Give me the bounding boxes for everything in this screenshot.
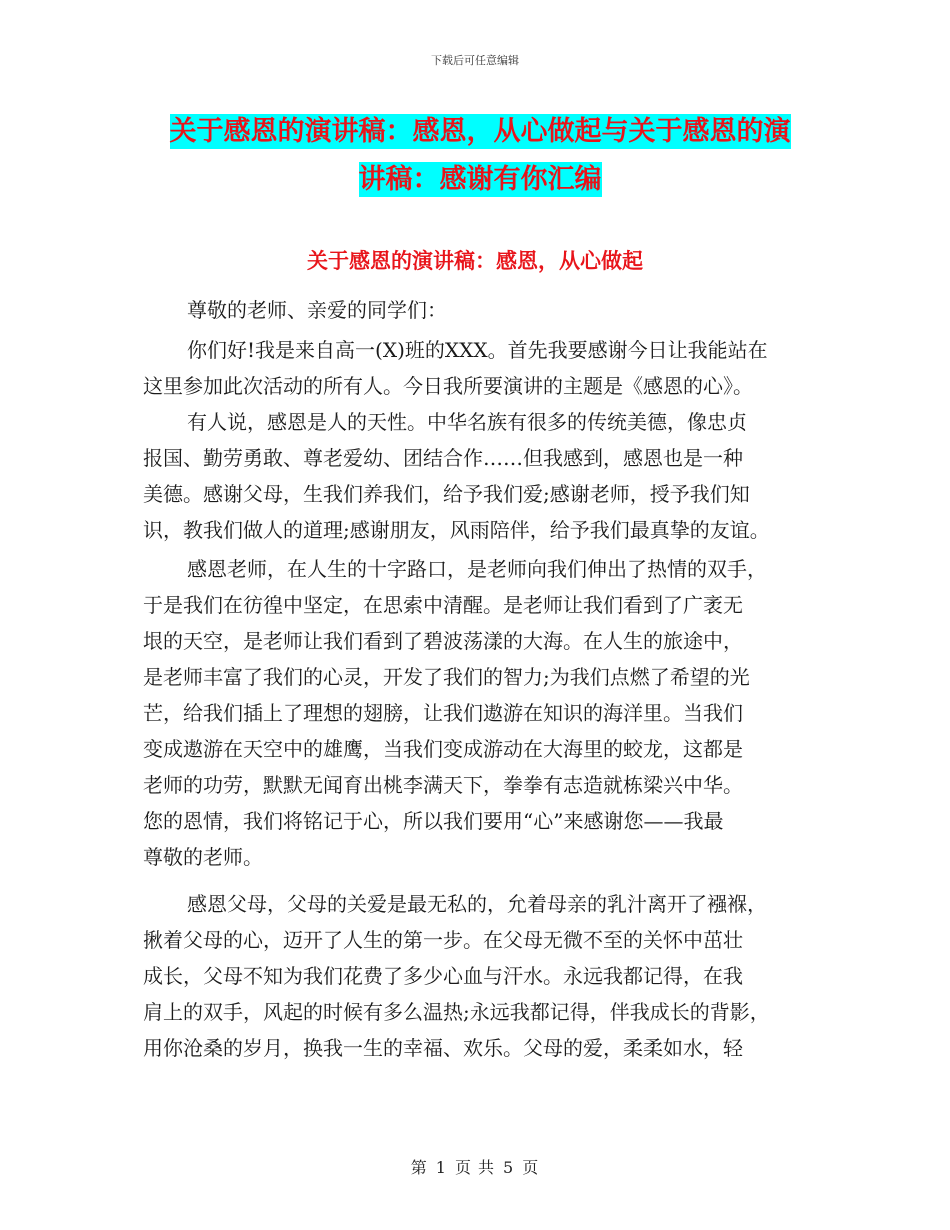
- body-line: 芒，给我们插上了理想的翅膀，让我们遨游在知识的海洋里。当我们: [143, 701, 743, 725]
- body-line: 你们好!我是来自高一(X)班的XXX。首先我要感谢今日让我能站在: [187, 338, 768, 362]
- body-line: 美德。感谢父母，生我们养我们，给予我们爱;感谢老师，授予我们知: [143, 482, 750, 506]
- footer-suffix: 页: [522, 1158, 540, 1177]
- body-line: 揪着父母的心，迈开了人生的第一步。在父母无微不至的关怀中茁壮: [143, 928, 743, 952]
- body-line: 于是我们在彷徨中坚定，在思索中清醒。是老师让我们看到了广袤无: [143, 593, 743, 617]
- footer-prefix: 第: [410, 1158, 428, 1177]
- body-line: 尊敬的老师、亲爱的同学们：: [187, 298, 447, 322]
- body-line: 是老师丰富了我们的心灵，开发了我们的智力;为我们点燃了希望的光: [143, 665, 750, 689]
- body-line: 感恩老师，在人生的十字路口，是老师向我们伸出了热情的双手，: [187, 557, 767, 581]
- body-line: 这里参加此次活动的所有人。今日我所要演讲的主题是《感恩的心》。: [143, 374, 753, 398]
- footer-middle: 页 共: [454, 1158, 496, 1177]
- body-line: 用你沧桑的岁月，换我一生的幸福、欢乐。父母的爱，柔柔如水，轻: [143, 1036, 743, 1060]
- body-line: 有人说，感恩是人的天性。中华名族有很多的传统美德，像忠贞: [187, 410, 747, 434]
- body-line: 垠的天空，是老师让我们看到了碧波荡漾的大海。在人生的旅途中，: [143, 629, 743, 653]
- body-line: 尊敬的老师。: [143, 845, 263, 869]
- body-line: 报国、勤劳勇敢、尊老爱幼、团结合作……但我感到，感恩也是一种: [143, 446, 743, 470]
- body-line: 成长，父母不知为我们花费了多少心血与汗水。永远我都记得，在我: [143, 964, 743, 988]
- body-line: 肩上的双手，风起的时候有多么温热;永远我都记得，伴我成长的背影，: [143, 1000, 770, 1024]
- document-title: [150, 108, 810, 204]
- page-header-note: 下载后可任意编辑: [431, 54, 519, 67]
- body-line: 变成遨游在天空中的雄鹰，当我们变成游动在大海里的蛟龙，这都是: [143, 737, 743, 761]
- footer-total-pages: 5: [503, 1158, 515, 1177]
- body-line: 感恩父母，父母的关爱是最无私的，允着母亲的乳汁离开了襁褓，: [187, 892, 767, 916]
- footer-page-number: 1: [435, 1158, 447, 1177]
- page-footer: [0, 1155, 950, 1178]
- document-title-line-1: 关于感恩的演讲稿：感恩，从心做起与关于感恩的演: [169, 116, 791, 147]
- document-title-line-2: 讲稿：感谢有你汇编: [358, 164, 602, 195]
- body-line: 您的恩情，我们将铭记于心，所以我们要用“心”来感谢您——我最: [143, 809, 724, 833]
- body-line: 识，教我们做人的道理;感谢朋友，风雨陪伴，给予我们最真挚的友谊。: [143, 518, 770, 542]
- body-line: 老师的功劳，默默无闻育出桃李满天下，拳拳有志造就栋梁兴中华。: [143, 773, 743, 797]
- section-title: 关于感恩的演讲稿：感恩，从心做起: [307, 249, 643, 273]
